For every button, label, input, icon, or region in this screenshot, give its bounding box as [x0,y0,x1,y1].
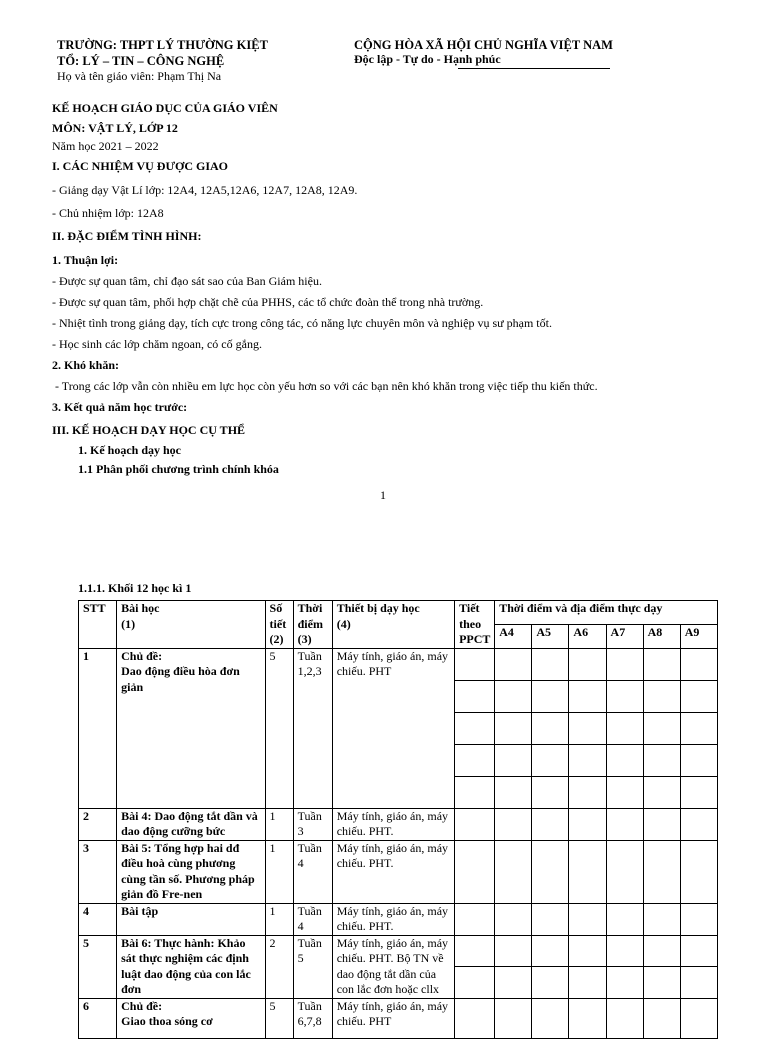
row-ppct-cell [455,648,495,680]
row-class-cell [606,935,643,967]
header-time-line-2: điểm [297,616,323,631]
motto-underline [458,68,610,69]
row-class-cell [495,935,532,967]
row-periods: 5 [265,998,293,1038]
header-stt: STT [79,601,117,649]
row-class-cell [569,648,606,680]
row-stt: 3 [79,840,117,903]
row-class-cell [495,680,532,712]
row-class-cell [495,808,532,840]
row-class-cell [495,776,532,808]
row-class-cell [532,935,569,967]
row-class-cell [643,712,680,744]
row-class-cell [606,744,643,776]
header-periods [265,601,293,649]
header-ppct-line-2: theo [459,616,482,631]
row-class-cell [606,903,643,935]
row-equipment: Máy tính, giáo án, máy chiếu. PHT. Bộ TN về dao động tắt dần của con lắc đơn hoặc cllx [332,935,454,998]
row-class-cell [606,808,643,840]
row-class-cell [680,680,717,712]
section-1-line-2: - Chủ nhiệm lớp: 12A8 [52,206,164,220]
doc-title: KẾ HOẠCH GIÁO DỤC CỦA GIÁO VIÊN [52,101,278,115]
row-class-cell [643,744,680,776]
row-periods: 1 [265,808,293,840]
row-class-cell [680,648,717,680]
row-time: Tuần 1,2,3 [293,648,332,808]
row-class-cell [643,998,680,1038]
row-ppct-cell [455,840,495,903]
header-class-a4: A4 [495,624,532,648]
row-equipment: Máy tính, giáo án, máy chiếu. PHT [332,998,454,1038]
doc-subject: MÔN: VẬT LÝ, LỚP 12 [52,121,178,135]
table-row [79,998,718,1038]
row-class-cell [495,840,532,903]
table-row [79,903,718,935]
row-class-cell [495,744,532,776]
header-lesson [117,601,265,649]
row-class-cell [495,903,532,935]
row-class-cell [643,648,680,680]
row-equipment: Máy tính, giáo án, máy chiếu. PHT. [332,808,454,840]
row-time: Tuần 5 [293,935,332,998]
header-equipment [332,601,454,649]
table-caption: 1.1.1. Khối 12 học kì 1 [78,581,192,595]
row-class-cell [606,648,643,680]
header-equipment-index: (4) [336,616,351,631]
row-class-cell [680,967,717,999]
row-class-cell [569,967,606,999]
school-year: Năm học 2021 – 2022 [52,139,159,153]
header-lesson-label: Bài học [121,601,160,615]
row-class-cell [680,808,717,840]
row-class-cell [680,840,717,903]
row-class-cell [569,840,606,903]
header-class-a8: A8 [643,624,680,648]
header-time [293,601,332,649]
department-name: TỔ: LÝ – TIN – CÔNG NGHỆ [57,54,225,68]
section-1-title: I. CÁC NHIỆM VỤ ĐƯỢC GIAO [52,159,229,173]
row-lesson: Bài 5: Tổng hợp hai dđ điều hoà cùng phương cùng tần số. Phương pháp giản đồ Fre-nen [117,840,265,903]
table-row [79,808,718,840]
difficulties-title: 2. Khó khăn: [52,358,120,372]
row-equipment: Máy tính, giáo án, máy chiếu. PHT. [332,903,454,935]
row-ppct-cell [455,744,495,776]
row-class-cell [495,967,532,999]
header-time-line-1: Thời [297,601,323,615]
row-lesson: Bài tập [117,903,265,935]
row-class-cell [606,680,643,712]
row-time: Tuần 6,7,8 [293,998,332,1038]
row-class-cell [569,680,606,712]
row-class-cell [643,903,680,935]
advantages-title: 1. Thuận lợi: [52,253,119,267]
header-time-line-3: (3) [297,632,312,646]
row-class-cell [532,808,569,840]
row-class-cell [569,712,606,744]
row-stt: 2 [79,808,117,840]
teaching-plan-table [78,600,718,1039]
row-class-cell [569,998,606,1038]
row-time: Tuần 4 [293,903,332,935]
section-3-title: III. KẾ HOẠCH DẠY HỌC CỤ THỂ [52,423,246,437]
row-class-cell [532,776,569,808]
row-periods: 5 [265,648,293,808]
row-class-cell [606,998,643,1038]
advantage-3: - Nhiệt tình trong giảng dạy, tích cực trong công tác, có năng lực chuyên môn và nghiệp vụ sư phạm tốt. [52,316,552,330]
advantage-1: - Được sự quan tâm, chỉ đạo sát sao của Ban Giám hiệu. [52,274,322,288]
row-lesson: Chủ đề: Giao thoa sóng cơ [117,998,265,1038]
header-class-a9: A9 [680,624,717,648]
row-class-cell [606,776,643,808]
row-lesson: Bài 6: Thực hành: Khảo sát thực nghiệm các định luật dao động của con lắc đơn [117,935,265,998]
row-class-cell [495,712,532,744]
row-ppct-cell [455,712,495,744]
row-stt: 4 [79,903,117,935]
row-class-cell [606,840,643,903]
row-stt: 1 [79,648,117,808]
row-class-cell [680,935,717,967]
row-time: Tuần 3 [293,808,332,840]
row-class-cell [569,744,606,776]
row-class-cell [680,903,717,935]
row-ppct-cell [455,680,495,712]
row-stt: 6 [79,998,117,1038]
row-periods: 2 [265,935,293,998]
row-class-cell [643,935,680,967]
section-3-1-title: 1. Kế hoạch dạy học [78,443,182,457]
row-class-cell [680,712,717,744]
row-class-cell [643,680,680,712]
row-periods: 1 [265,903,293,935]
row-class-cell [680,744,717,776]
country-name: CỘNG HÒA XÃ HỘI CHỦ NGHĨA VIỆT NAM [354,38,613,52]
row-ppct-cell [455,903,495,935]
row-class-cell [569,776,606,808]
header-class-a7: A7 [606,624,643,648]
row-ppct-cell [455,935,495,967]
row-ppct-cell [455,808,495,840]
row-time: Tuần 4 [293,840,332,903]
header-teaching-place: Thời điểm và địa điểm thực dạy [495,601,718,625]
row-class-cell [495,998,532,1038]
header-class-a5: A5 [532,624,569,648]
header-periods-line-1: Số [269,601,283,615]
row-class-cell [532,840,569,903]
row-class-cell [532,648,569,680]
header-ppct-line-1: Tiết [459,601,480,615]
school-name: TRƯỜNG: THPT LÝ THƯỜNG KIỆT [57,38,268,52]
row-equipment: Máy tính, giáo án, máy chiếu. PHT. [332,840,454,903]
section-1-line-1: - Giảng dạy Vật Lí lớp: 12A4, 12A5,12A6, 12A7, 12A8, 12A9. [52,183,358,197]
row-ppct-cell [455,998,495,1038]
table-header-row [79,601,718,625]
table-row [79,648,718,680]
header-class-a6: A6 [569,624,606,648]
header-periods-line-2: tiết [269,616,287,631]
section-3-1-1-title: 1.1 Phân phối chương trình chính khóa [78,462,279,476]
header-lesson-index: (1) [121,616,136,631]
header-periods-line-3: (2) [269,632,284,646]
teacher-name: Họ và tên giáo viên: Phạm Thị Na [57,69,222,83]
advantage-4: - Học sinh các lớp chăm ngoan, có cố gắng. [52,337,262,351]
row-class-cell [532,712,569,744]
row-class-cell [569,903,606,935]
row-class-cell [532,967,569,999]
row-class-cell [680,776,717,808]
row-class-cell [532,744,569,776]
row-periods: 1 [265,840,293,903]
row-class-cell [606,712,643,744]
row-class-cell [569,935,606,967]
row-class-cell [495,648,532,680]
section-2-title: II. ĐẶC ĐIỂM TÌNH HÌNH: [52,229,202,243]
row-class-cell [532,903,569,935]
header-ppct-line-3: PPCT [459,632,491,646]
motto: Độc lập - Tự do - Hạnh phúc [354,52,501,66]
row-lesson: Chủ đề: Dao động điều hòa đơn giản [117,648,265,808]
page-number: 1 [380,488,386,502]
row-class-cell [532,680,569,712]
row-equipment: Máy tính, giáo án, máy chiếu. PHT [332,648,454,808]
row-class-cell [606,967,643,999]
table-row [79,935,718,967]
row-class-cell [569,808,606,840]
header-equipment-label: Thiết bị dạy học [336,601,420,615]
row-ppct-cell [455,776,495,808]
row-class-cell [643,808,680,840]
header-ppct [455,601,495,649]
row-class-cell [643,776,680,808]
row-class-cell [532,998,569,1038]
results-title: 3. Kết quả năm học trước: [52,400,188,414]
difficulty-1: - Trong các lớp vẫn còn nhiều em lực học còn yếu hơn so với các bạn nên khó khăn trong việc tiếp thu kiến thức. [52,379,598,393]
row-lesson: Bài 4: Dao động tắt dần và dao động cưỡng bức [117,808,265,840]
row-ppct-cell [455,967,495,999]
advantage-2: - Được sự quan tâm, phối hợp chặt chẽ của PHHS, các tổ chức đoàn thể trong nhà trường. [52,295,484,309]
row-class-cell [643,967,680,999]
row-stt: 5 [79,935,117,998]
row-class-cell [680,998,717,1038]
table-row [79,840,718,903]
row-class-cell [643,840,680,903]
